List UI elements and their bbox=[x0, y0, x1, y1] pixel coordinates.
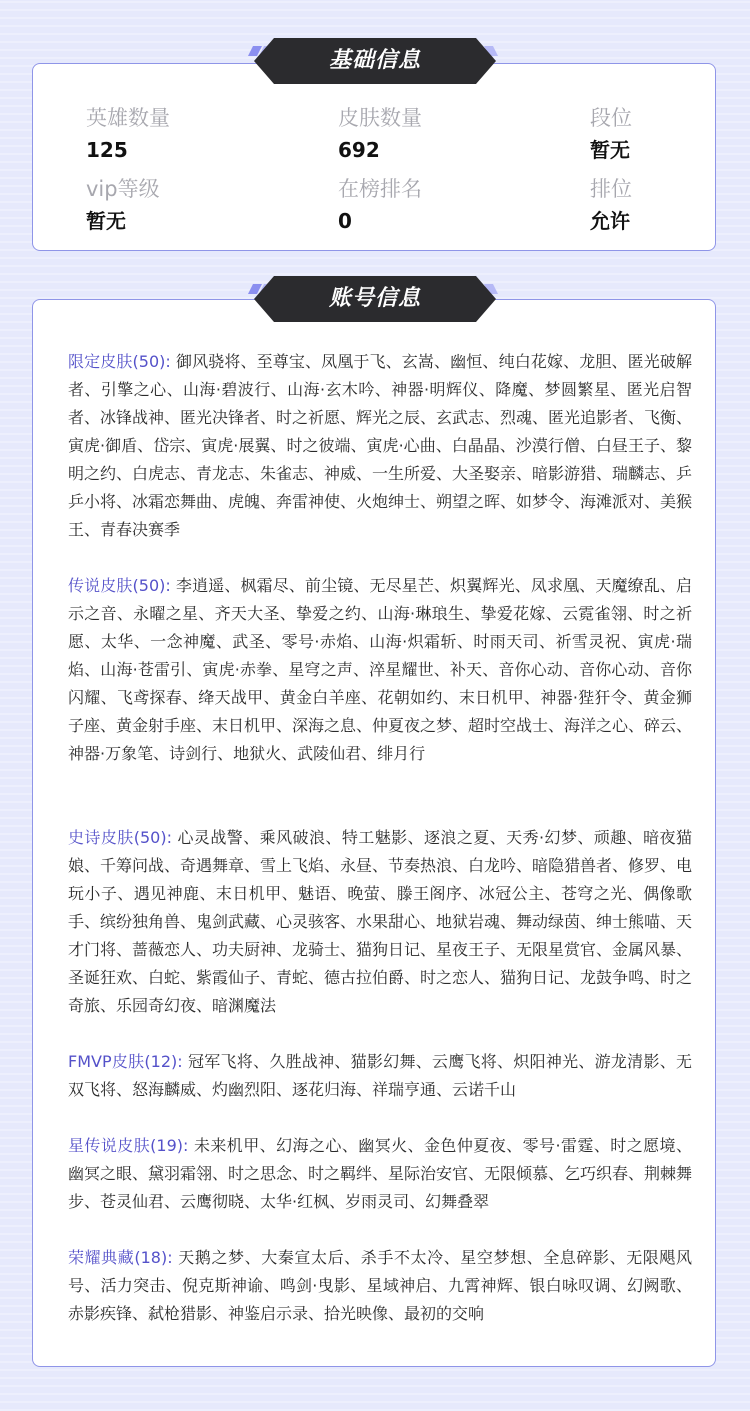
account-info-title: 账号信息 bbox=[328, 286, 421, 311]
stat-label: 皮肤数量 bbox=[338, 106, 422, 130]
skin-group-label: 限定皮肤(50): bbox=[68, 352, 171, 371]
stat-skin-count bbox=[338, 105, 422, 163]
stat-label: 段位 bbox=[590, 106, 632, 130]
skin-group-fmvp bbox=[68, 1048, 692, 1104]
skin-group-items: 未来机甲、幻海之心、幽冥火、金色仲夏夜、零号·雷霆、时之愿境、幽冥之眼、黛羽霜翎、时之思念、时之羁绊、星际治安官、无限倾慕、乞巧织春、荆棘舞步、苍灵仙君、云鹰彻晓、太华·红枫、岁雨灵司、幻舞叠翠 bbox=[68, 1136, 693, 1211]
skin-group-items: 李逍遥、枫霜尽、前尘镜、无尽星芒、炽翼辉光、凤求凰、天魔缭乱、启示之音、永曜之星、齐天大圣、挚爱之约、山海·琳琅生、挚爱花嫁、云霓雀翎、时之祈愿、太华、一念神魔、武圣、零号·赤焰、山海·炽霜斩、时雨天司、祈雪灵祝、寅虎·瑞焰、山海·苍雷引、寅虎·赤拳、星穹之声、淬星耀世、补天、音你心动、音你心动、音你闪耀、飞鸢探春、绛天战甲、黄金白羊座、花朝如约、末日机甲、神器·狴犴令、黄金狮子座、黄金射手座、末日机甲、深海之息、仲夏夜之梦、超时空战士、海洋之心、碎云、神器·万象笔、诗剑行、地狱火、武陵仙君、绯月行 bbox=[68, 576, 693, 763]
stat-label: vip等级 bbox=[86, 177, 160, 201]
skin-group-items: 御风骁将、至尊宝、凤凰于飞、玄嵩、幽恒、纯白花嫁、龙胆、匿光破解者、引擎之心、山海·碧波行、山海·玄木吟、神器·明辉仪、降魔、梦圆繁星、匿光启智者、冰锋战神、匿光决锋者、时之祈愿、辉光之辰、玄武志、烈魂、匿光追影者、飞衡、寅虎·御盾、岱宗、寅虎·展翼、时之彼端、寅虎·心曲、白晶晶、沙漠行僧、白昼王子、黎明之约、白虎志、青龙志、朱雀志、神威、一生所爱、大圣娶亲、暗影游猎、瑞麟志、乒乒小将、冰霜恋舞曲、虎魄、奔雷神使、火炮绅士、朔望之晖、如梦令、海滩派对、美猴王、青春决赛季 bbox=[68, 352, 693, 539]
skin-group-label: FMVP皮肤(12): bbox=[68, 1052, 183, 1071]
stat-vip-level bbox=[86, 176, 160, 234]
stat-leaderboard-rank bbox=[338, 176, 422, 234]
stat-value: 暂无 bbox=[86, 209, 126, 233]
skin-group-limited bbox=[68, 348, 692, 544]
skin-group-label: 传说皮肤(50): bbox=[68, 576, 171, 595]
stat-hero-count bbox=[86, 105, 170, 163]
basic-info-header bbox=[0, 38, 750, 86]
stat-label: 排位 bbox=[590, 177, 632, 201]
skin-group-label: 荣耀典藏(18): bbox=[68, 1248, 173, 1267]
skin-group-label: 史诗皮肤(50): bbox=[68, 828, 172, 847]
stat-value: 692 bbox=[338, 138, 380, 162]
basic-info-title: 基础信息 bbox=[328, 48, 421, 73]
skin-group-items: 天鹅之梦、大秦宣太后、杀手不太冷、星空梦想、全息碎影、无限飓风号、活力突击、倪克斯神谕、鸣剑·曳影、星域神启、九霄神辉、银白咏叹调、幻阙歌、赤影疾锋、弑枪猎影、神鉴启示录、拾光映像、最初的交响 bbox=[68, 1248, 692, 1323]
stat-value: 暂无 bbox=[590, 138, 630, 162]
skin-group-glory-collection bbox=[68, 1244, 692, 1328]
stat-label: 在榜排名 bbox=[338, 177, 422, 201]
skin-group-star-legend bbox=[68, 1132, 692, 1216]
stat-ranked-mode bbox=[590, 176, 632, 234]
account-info-header bbox=[0, 276, 750, 324]
skin-group-label: 星传说皮肤(19): bbox=[68, 1136, 189, 1155]
skin-group-legend bbox=[68, 572, 692, 768]
stat-value: 125 bbox=[86, 138, 128, 162]
stat-rank-tier bbox=[590, 105, 632, 163]
stat-value: 允许 bbox=[590, 209, 630, 233]
skin-group-items: 冠军飞将、久胜战神、猫影幻舞、云鹰飞将、炽阳神光、游龙清影、无双飞将、怒海麟威、灼幽烈阳、逐花归海、祥瑞亨通、云诺千山 bbox=[68, 1052, 692, 1099]
skin-group-items: 心灵战警、乘风破浪、特工魅影、逐浪之夏、天秀·幻梦、顽趣、暗夜猫娘、千筹问战、奇遇舞章、雪上飞焰、永昼、节奏热浪、白龙吟、暗隐猎兽者、修罗、电玩小子、遇见神鹿、末日机甲、魅语、晚萤、滕王阁序、冰冠公主、苍穹之光、偶像歌手、缤纷独角兽、鬼剑武藏、心灵骇客、水果甜心、地狱岩魂、舞动绿茵、绅士熊喵、天才门将、蔷薇恋人、功夫厨神、龙骑士、猫狗日记、星夜王子、无限星赏官、金属风暴、圣诞狂欢、白蛇、紫霞仙子、青蛇、德古拉伯爵、时之恋人、猫狗日记、龙鼓争鸣、时之奇旅、乐园奇幻夜、暗渊魔法 bbox=[68, 828, 693, 1015]
stat-value: 0 bbox=[338, 209, 352, 233]
skin-group-epic bbox=[68, 824, 692, 1020]
stat-label: 英雄数量 bbox=[86, 106, 170, 130]
